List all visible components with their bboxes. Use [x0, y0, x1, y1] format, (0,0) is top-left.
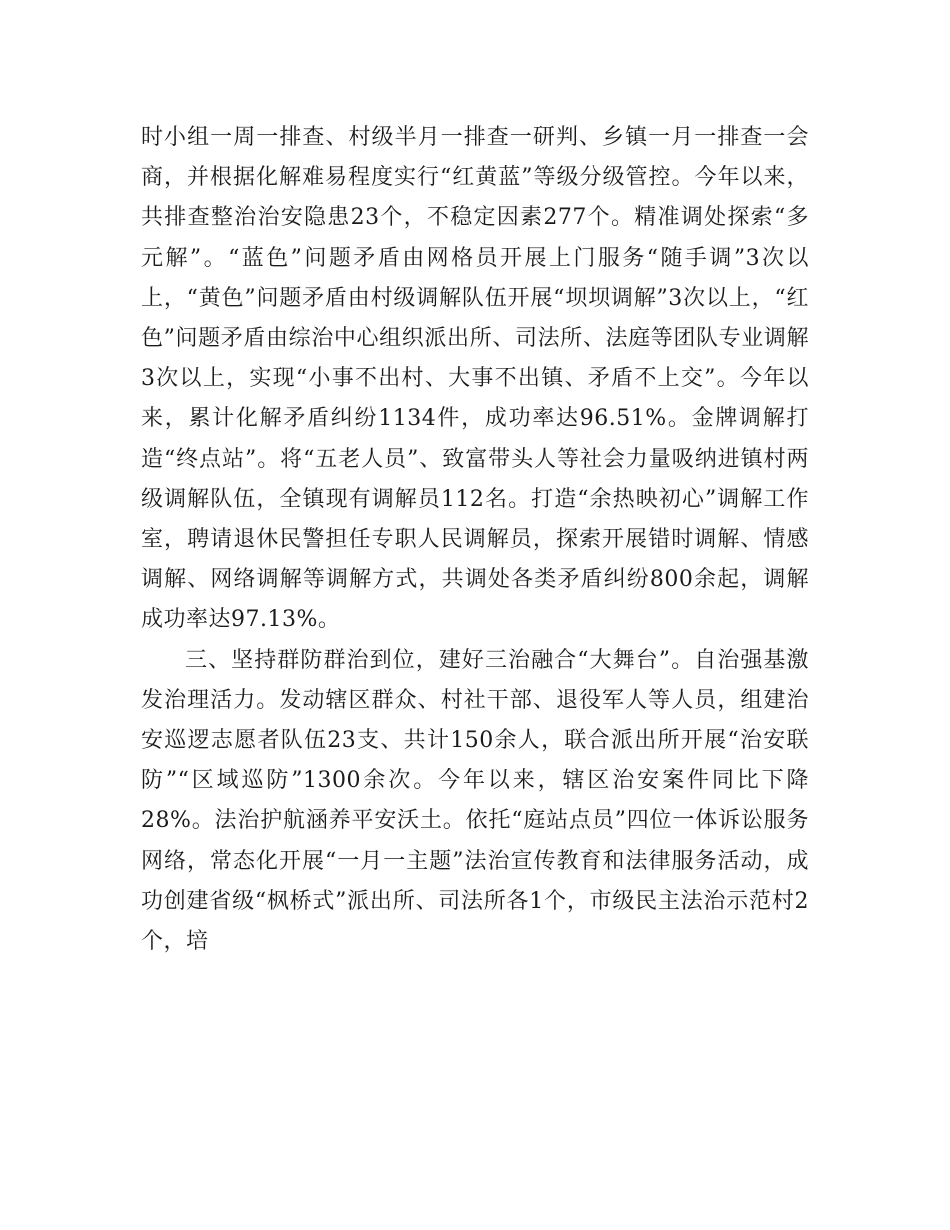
body-text	[141, 118, 809, 962]
paragraph-section-three: 三、坚持群防群治到位，建好三治融合“大舞台”。自治强基激发治理活力。发动辖区群众、村社干部、退役军人等人员，组建治安巡逻志愿者队伍23支、共计150余人，联合派出所开展“治安联防”“区域巡防”1300余次。今年以来，辖区治安案件同比下降28%。法治护航涵养平安沃土。依托“庭站点员”四位一体诉讼服务网络，常态化开展“一月一主题”法治宣传教育和法律服务活动，成功创建省级“枫桥式”派出所、司法所各1个，市级民主法治示范村2个，培	[141, 647, 809, 955]
paragraph-continuation: 时小组一周一排查、村级半月一排查一研判、乡镇一月一排查一会商，并根据化解难易程度实行“红黄蓝”等级分级管控。今年以来，共排查整治治安隐患23个，不稳定因素277个。精准调处探索“多元解”。“蓝色”问题矛盾由网格员开展上门服务“随手调”3次以上，“黄色”问题矛盾由村级调解队伍开展“坝坝调解”3次以上，“红色”问题矛盾由综治中心组织派出所、司法所、法庭等团队专业调解3次以上，实现“小事不出村、大事不出镇、矛盾不上交”。今年以来，累计化解矛盾纠纷1134件，成功率达96.51%。金牌调解打造“终点站”。将“五老人员”、致富带头人等社会力量吸纳进镇村两级调解队伍，全镇现有调解员112名。打造“余热映初心”调解工作室，聘请退休民警担任专职人民调解员，探索开展错时调解、情感调解、网络调解等调解方式，共调处各类矛盾纠纷800余起，调解成功率达97.13%。	[141, 125, 809, 633]
